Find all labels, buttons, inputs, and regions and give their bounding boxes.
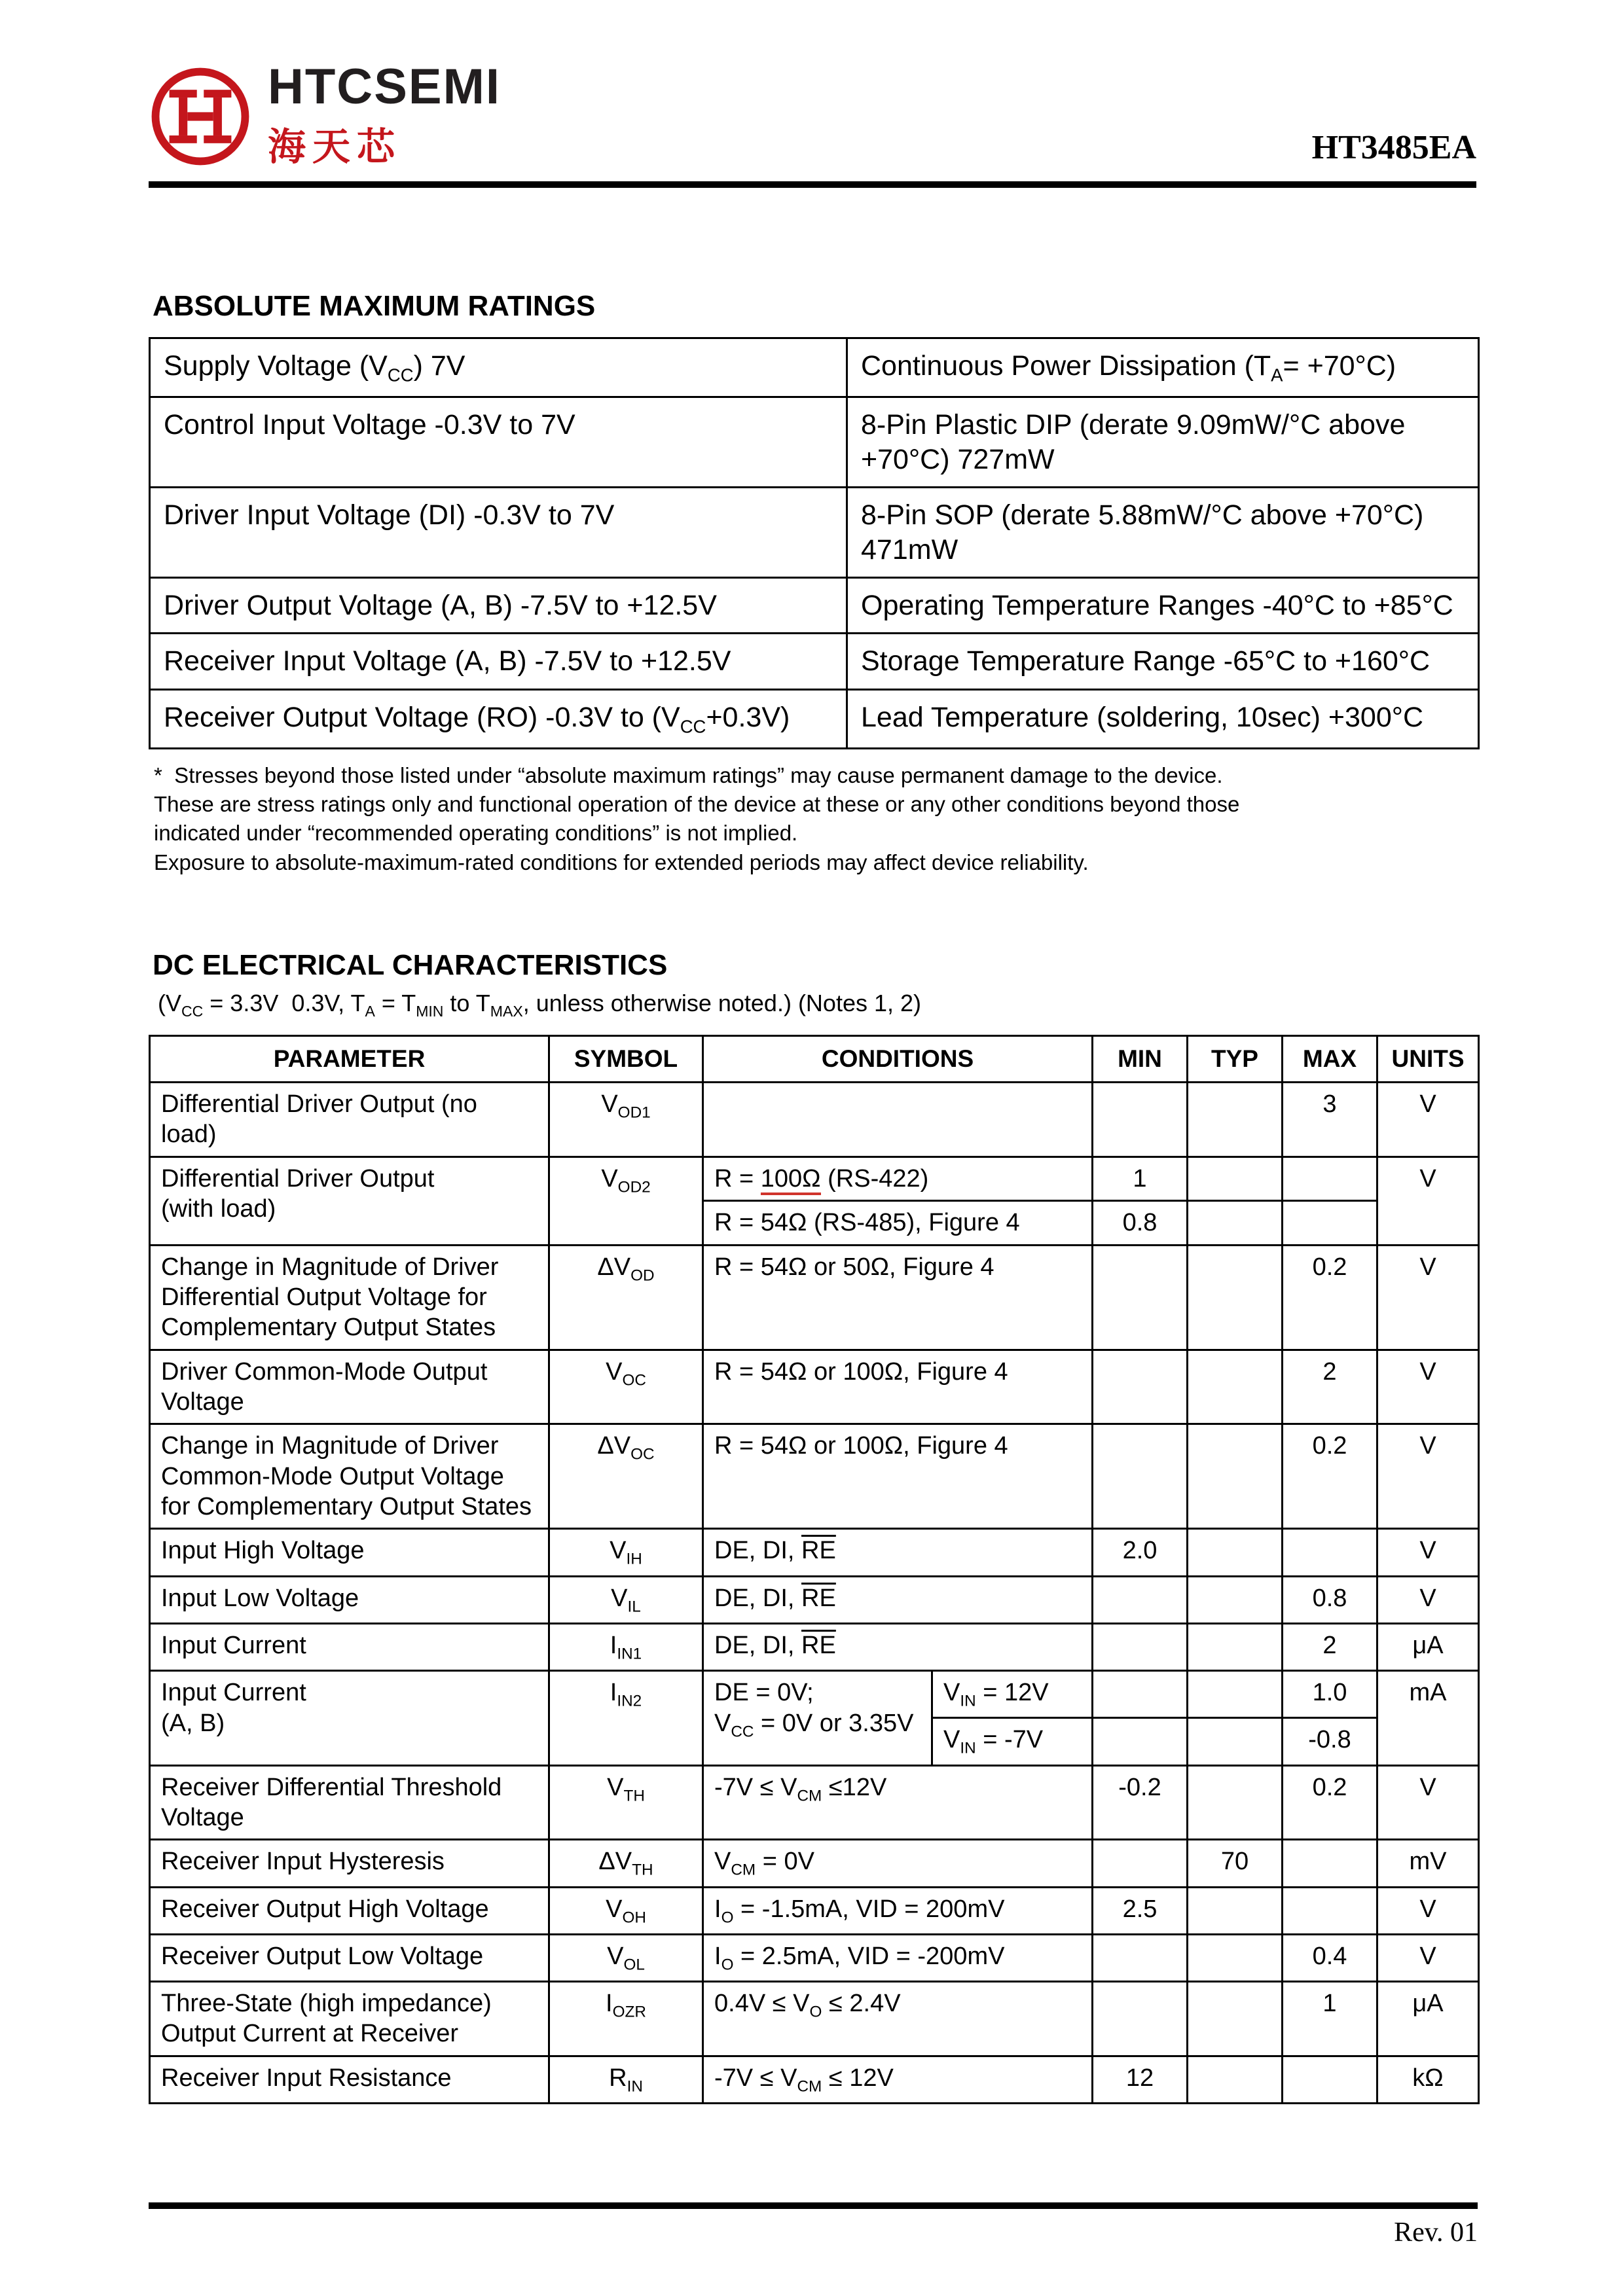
condition-line: $V_{CC} = 0V$ or 3.35V (714, 1709, 914, 1741)
param-line: (with load) (161, 1195, 276, 1223)
abs-max-right-cell: 8-Pin SOP (derate 5.88mW/°C above +70°C) 471mW (847, 488, 1479, 578)
param-cell: Receiver Input Resistance (150, 2056, 549, 2103)
max-cell: 0.8 (1283, 1576, 1377, 1623)
min-cell: 2.0 (1093, 1529, 1188, 1576)
param-cell: Receiver Output Low Voltage (150, 1934, 549, 1981)
symbol-cell: $V_{OD2}$ (549, 1157, 703, 1245)
param-cell: Input High Voltage (150, 1529, 549, 1576)
typ-cell (1188, 1083, 1283, 1157)
dc-section (149, 949, 1476, 2104)
symbol-cell: $\Delta V_{OC}$ (549, 1424, 703, 1529)
dc-row (150, 1840, 1479, 1887)
conditions-cell (703, 1083, 1093, 1157)
abs-max-right-cell: Storage Temperature Range -65°C to +160°C (847, 634, 1479, 689)
abs-max-section (149, 290, 1476, 877)
abs-max-right-cell: Lead Temperature (soldering, 10sec) +300°C (847, 689, 1479, 748)
abs-max-left-cell: Supply Voltage $(V_{CC})$ 7V (150, 338, 847, 397)
conditions-right-cell: $V_{IN} = 12V$ (932, 1671, 1093, 1718)
min-cell (1093, 1623, 1188, 1670)
max-cell (1283, 1529, 1377, 1576)
typ-cell (1188, 1529, 1283, 1576)
symbol-cell: $I_{IN2}$ (549, 1671, 703, 1766)
revision-label: Rev. 01 (1394, 2217, 1478, 2248)
dc-header-row (150, 1036, 1479, 1083)
max-cell (1283, 1201, 1377, 1245)
units-cell: V (1377, 1887, 1479, 1934)
footnote-line: Exposure to absolute-maximum-rated conditions for extended periods may affect device reliability. (154, 850, 1089, 874)
col-header-symbol: SYMBOL (549, 1036, 703, 1083)
abs-max-left-cell: Driver Input Voltage (DI) -0.3V to 7V (150, 488, 847, 578)
max-cell (1283, 1840, 1377, 1887)
max-cell (1283, 1157, 1377, 1200)
param-cell: Three-State (high impedance) Output Current at Receiver (150, 1982, 549, 2056)
units-cell: mV (1377, 1840, 1479, 1887)
param-cell: Receiver Output High Voltage (150, 1887, 549, 1934)
units-cell: V (1377, 1765, 1479, 1840)
dc-row (150, 1576, 1479, 1623)
conditions-cell: R = 54Ω or 100Ω, Figure 4 (703, 1424, 1093, 1529)
symbol-cell: $\Delta V_{TH}$ (549, 1840, 703, 1887)
param-cell: Input Low Voltage (150, 1576, 549, 1623)
abs-max-row (150, 577, 1479, 633)
symbol-cell: $R_{IN}$ (549, 2056, 703, 2103)
dc-table (149, 1035, 1480, 2104)
abs-max-table (149, 337, 1480, 749)
min-cell (1093, 1840, 1188, 1887)
footnote-line: These are stress ratings only and functional operation of the device at these or any other conditions beyond those (154, 792, 1240, 817)
conditions-cell: DE, DI, $\overline{RE}$ (703, 1576, 1093, 1623)
conditions-cell: R = 54Ω or 50Ω, Figure 4 (703, 1245, 1093, 1350)
typ-cell (1188, 1765, 1283, 1840)
typ-cell (1188, 1934, 1283, 1981)
symbol-cell: $I_{OZR}$ (549, 1982, 703, 2056)
page-footer (149, 2202, 1478, 2248)
typ-cell (1188, 2056, 1283, 2103)
dc-row (150, 1934, 1479, 1981)
abs-max-left-cell: Receiver Output Voltage (RO) -0.3V to $(V_{CC}+0.3V)$ (150, 689, 847, 748)
brand-name: HTCSEMI (268, 59, 501, 115)
col-header-conditions: CONDITIONS (703, 1036, 1093, 1083)
abs-max-left-cell: Receiver Input Voltage (A, B) -7.5V to +12.5V (150, 634, 847, 689)
dc-row (150, 1424, 1479, 1529)
typ-cell (1188, 1350, 1283, 1424)
max-cell: 1.0 (1283, 1671, 1377, 1718)
max-cell (1283, 2056, 1377, 2103)
units-cell: V (1377, 1424, 1479, 1529)
max-cell: -0.8 (1283, 1718, 1377, 1765)
dc-row (150, 2056, 1479, 2103)
min-cell: 2.5 (1093, 1887, 1188, 1934)
col-header-max: MAX (1283, 1036, 1377, 1083)
page-header (149, 59, 1476, 171)
units-cell: V (1377, 1934, 1479, 1981)
brand-block (149, 59, 501, 171)
param-cell: Change in Magnitude of Driver Differential Output Voltage for Complementary Output States (150, 1245, 549, 1350)
param-cell (150, 1157, 549, 1245)
abs-max-row (150, 488, 1479, 578)
typ-cell (1188, 1718, 1283, 1765)
typ-cell (1188, 1424, 1283, 1529)
param-cell (150, 1671, 549, 1766)
symbol-cell: $V_{TH}$ (549, 1765, 703, 1840)
dc-row (150, 1671, 1479, 1718)
col-header-min: MIN (1093, 1036, 1188, 1083)
conditions-cell: $-7V \le V_{CM} \le 12V$ (703, 1765, 1093, 1840)
conditions-cell: $V_{CM} = 0V$ (703, 1840, 1093, 1887)
min-cell (1093, 1982, 1188, 2056)
min-cell (1093, 1245, 1188, 1350)
col-header-typ: TYP (1188, 1036, 1283, 1083)
conditions-cell: DE, DI, $\overline{RE}$ (703, 1623, 1093, 1670)
col-header-parameter: PARAMETER (150, 1036, 549, 1083)
typ-cell (1188, 1671, 1283, 1718)
typ-cell (1188, 1982, 1283, 2056)
conditions-cell: $0.4V \le V_O \le 2.4V$ (703, 1982, 1093, 2056)
units-cell: V (1377, 1245, 1479, 1350)
param-line: Input Current (161, 1679, 306, 1707)
dc-subtitle: ($V_{CC} = 3.3V$ 0.3V, $T_A = T_{MIN}$ to $T_{MAX}$, unless otherwise noted.) (Notes 1, 2) (158, 989, 922, 1020)
min-cell: 1 (1093, 1157, 1188, 1200)
min-cell (1093, 1350, 1188, 1424)
conditions-cell: $I_O = 2.5mA$, VID = -200mV (703, 1934, 1093, 1981)
dc-row (150, 1245, 1479, 1350)
symbol-cell: $V_{OD1}$ (549, 1083, 703, 1157)
param-cell: Differential Driver Output (no load) (150, 1083, 549, 1157)
conditions-cell: $-7V \le V_{CM} \le 12V$ (703, 2056, 1093, 2103)
abs-max-right-cell: 8-Pin Plastic DIP (derate 9.09mW/°C above +70°C) 727mW (847, 397, 1479, 488)
typ-cell (1188, 1887, 1283, 1934)
conditions-cell: R = 54Ω or 100Ω, Figure 4 (703, 1350, 1093, 1424)
conditions-left-cell (703, 1671, 932, 1766)
min-cell: 12 (1093, 2056, 1188, 2103)
abs-max-right-cell: Operating Temperature Ranges -40°C to +85°C (847, 577, 1479, 633)
min-cell (1093, 1083, 1188, 1157)
max-cell: 0.4 (1283, 1934, 1377, 1981)
typ-cell (1188, 1623, 1283, 1670)
symbol-cell: $V_{OC}$ (549, 1350, 703, 1424)
units-cell: V (1377, 1529, 1479, 1576)
brand-chinese-name: 海天芯 (268, 124, 402, 169)
symbol-cell: $V_{IH}$ (549, 1529, 703, 1576)
dc-row (150, 1623, 1479, 1670)
max-cell: 2 (1283, 1350, 1377, 1424)
dc-row (150, 1529, 1479, 1576)
max-cell: 0.2 (1283, 1245, 1377, 1350)
max-cell: 1 (1283, 1982, 1377, 2056)
param-line: Differential Driver Output (161, 1164, 435, 1193)
param-cell: Receiver Differential Threshold Voltage (150, 1765, 549, 1840)
conditions-right-cell: $V_{IN} = -7V$ (932, 1718, 1093, 1765)
units-cell: V (1377, 1083, 1479, 1157)
abs-max-right-cell: Continuous Power Dissipation $(T_A= +70^\circ C)$ (847, 338, 1479, 397)
symbol-cell: $V_{OL}$ (549, 1934, 703, 1981)
min-cell (1093, 1718, 1188, 1765)
symbol-cell: $V_{IL}$ (549, 1576, 703, 1623)
units-cell: μA (1377, 1623, 1479, 1670)
max-cell: 3 (1283, 1083, 1377, 1157)
footer-rule (149, 2202, 1478, 2209)
units-cell: μA (1377, 1982, 1479, 2056)
param-cell: Input Current (150, 1623, 549, 1670)
max-cell (1283, 1887, 1377, 1934)
min-cell (1093, 1671, 1188, 1718)
conditions-cell: DE, DI, $\overline{RE}$ (703, 1529, 1093, 1576)
symbol-cell: $I_{IN1}$ (549, 1623, 703, 1670)
col-header-units: UNITS (1377, 1036, 1479, 1083)
typ-cell (1188, 1157, 1283, 1200)
footnote-line: indicated under “recommended operating conditions” is not implied. (154, 821, 798, 846)
max-cell: 0.2 (1283, 1765, 1377, 1840)
units-cell: V (1377, 1576, 1479, 1623)
typ-cell (1188, 1245, 1283, 1350)
units-cell: V (1377, 1157, 1479, 1245)
min-cell: 0.8 (1093, 1201, 1188, 1245)
abs-max-left-cell: Control Input Voltage -0.3V to 7V (150, 397, 847, 488)
param-cell: Receiver Input Hysteresis (150, 1840, 549, 1887)
units-cell: kΩ (1377, 2056, 1479, 2103)
typ-cell (1188, 1201, 1283, 1245)
param-line: (A, B) (161, 1709, 225, 1737)
min-cell: -0.2 (1093, 1765, 1188, 1840)
dc-row (150, 1350, 1479, 1424)
min-cell (1093, 1934, 1188, 1981)
footnote-line: * Stresses beyond those listed under “absolute maximum ratings” may cause permanent damage to the device. (154, 763, 1223, 788)
typ-cell: 70 (1188, 1840, 1283, 1887)
condition-line: DE = 0V; (714, 1679, 814, 1707)
param-cell: Change in Magnitude of Driver Common-Mode Output Voltage for Complementary Output States (150, 1424, 549, 1529)
dc-row (150, 1887, 1479, 1934)
conditions-cell: R = 54Ω (RS-485), Figure 4 (703, 1201, 1093, 1245)
abs-max-row (150, 338, 1479, 397)
htcsemi-logo-icon (149, 65, 252, 168)
units-cell: mA (1377, 1671, 1479, 1766)
header-rule (149, 181, 1476, 188)
brand-text (268, 59, 501, 171)
abs-max-footnote (154, 761, 1476, 877)
dc-row (150, 1765, 1479, 1840)
symbol-cell: $\Delta V_{OD}$ (549, 1245, 703, 1350)
conditions-cell: $I_O = -1.5mA$, VID = 200mV (703, 1887, 1093, 1934)
typ-cell (1188, 1576, 1283, 1623)
symbol-cell: $V_{OH}$ (549, 1887, 703, 1934)
abs-max-left-cell: Driver Output Voltage (A, B) -7.5V to +12.5V (150, 577, 847, 633)
units-cell: V (1377, 1350, 1479, 1424)
abs-max-row (150, 634, 1479, 689)
max-cell: 0.2 (1283, 1424, 1377, 1529)
abs-max-row (150, 689, 1479, 748)
part-number: HT3485EA (1311, 129, 1476, 166)
abs-max-title: ABSOLUTE MAXIMUM RATINGS (153, 290, 596, 322)
dc-row (150, 1157, 1479, 1200)
dc-title: DC ELECTRICAL CHARACTERISTICS (153, 948, 668, 981)
param-cell: Driver Common-Mode Output Voltage (150, 1350, 549, 1424)
abs-max-row (150, 397, 1479, 488)
conditions-cell: R = 100Ω (RS-422) (703, 1157, 1093, 1200)
dc-row (150, 1083, 1479, 1157)
min-cell (1093, 1424, 1188, 1529)
dc-row (150, 1982, 1479, 2056)
min-cell (1093, 1576, 1188, 1623)
max-cell: 2 (1283, 1623, 1377, 1670)
